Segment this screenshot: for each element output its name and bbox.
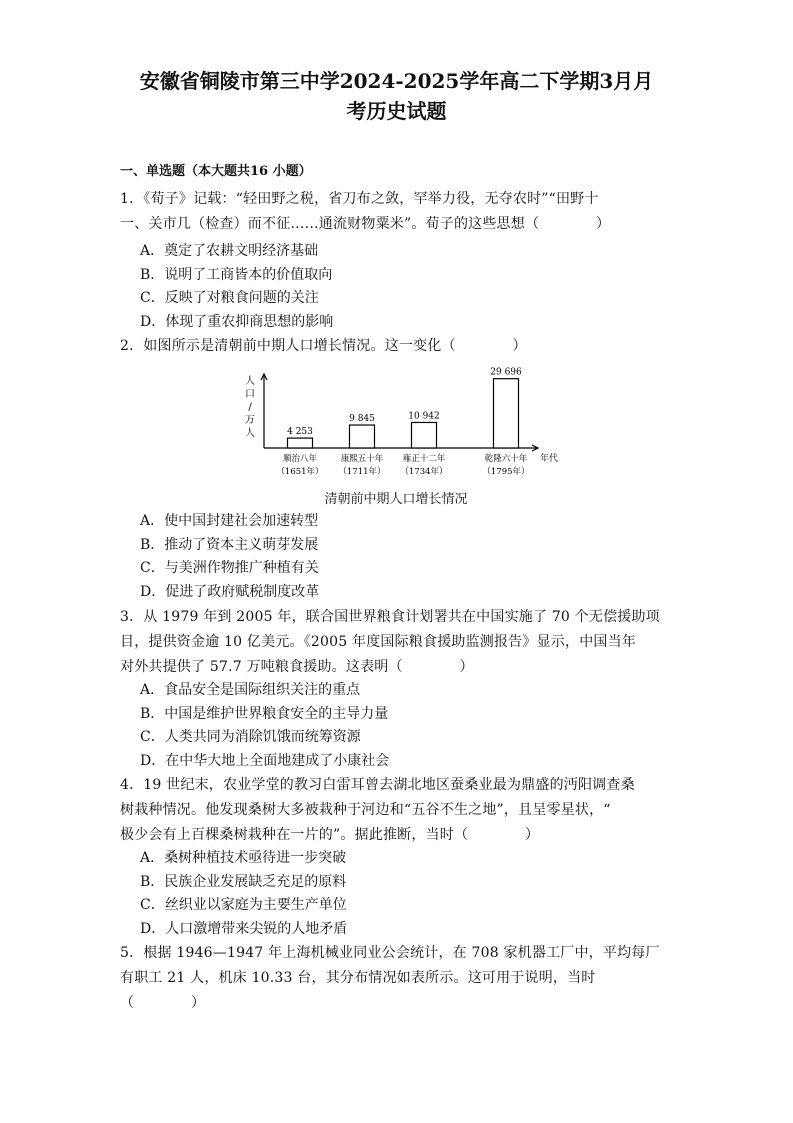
- q2-option-c[interactable]: C．与美洲作物推广种植有关: [140, 560, 319, 576]
- q3-stem: [120, 605, 675, 680]
- page-title: [60, 66, 733, 126]
- x-tick-year: （1734年）: [400, 467, 448, 477]
- x-tick-label: 康熙五十年: [340, 454, 384, 464]
- y-axis-label: 人口/万人: [245, 376, 255, 439]
- bar: [288, 438, 313, 448]
- q1-option-b[interactable]: B．说明了工商皆本的价值取向: [140, 267, 333, 283]
- q4-option-a[interactable]: A．桑树种植技术亟待进一步突破: [140, 850, 347, 866]
- q2-option-b[interactable]: B．推动了资本主义萌芽发展: [140, 537, 319, 553]
- x-tick-label: 雍正十二年: [402, 454, 446, 464]
- q3-stem-line: 对外共提供了 57.7 万吨粮食援助。这表明（ ）: [120, 659, 474, 675]
- q4-stem: [120, 773, 675, 848]
- q3-stem-line: 3．从 1979 年到 2005 年，联合国世界粮食计划署共在中国实施了 70 个无偿援助项: [120, 609, 660, 625]
- q5-stem-line: 5．根据 1946—1947 年上海机械业同业公会统计，在 708 家机器工厂中，平均每厂: [120, 945, 660, 961]
- q5-stem: [120, 941, 675, 1016]
- q4-stem-line: 树栽种情况。他发现桑树大多被栽种于河边和“五谷不生之地”，且呈零星状，“: [120, 802, 611, 818]
- x-tick-year: （1651年）: [276, 467, 324, 477]
- q4-stem-line: 4．19 世纪末，农业学堂的教习白雷耳曾去湖北地区蚕桑业最为鼎盛的沔阳调查桑: [120, 777, 635, 793]
- section-heading: 一、单选题（本大题共16 小题）: [120, 164, 312, 179]
- q3-option-d[interactable]: D．在中华大地上全面地建成了小康社会: [140, 753, 390, 769]
- bar: [412, 422, 437, 448]
- x-tick-year: （1795年）: [482, 467, 530, 477]
- q4-option-c[interactable]: C．丝织业以家庭为主要生产单位: [140, 897, 347, 913]
- q1-option-d[interactable]: D．体现了重农抑商思想的影响: [140, 314, 334, 330]
- population-bar-chart: [236, 366, 559, 506]
- title-line-1: 安徽省铜陵市第三中学2024-2025学年高二下学期3月月: [139, 69, 654, 93]
- q3-stem-line: 目，提供资金逾 10 亿美元。《2005 年度国际粮食援助监测报告》显示，中国当年: [120, 634, 636, 650]
- q4-stem-line: 极少会有上百棵桑树栽种在一片的”。据此推断，当时（ ）: [120, 827, 540, 843]
- q2-option-d[interactable]: D．促进了政府赋税制度改革: [140, 584, 320, 600]
- q3-option-c[interactable]: C．人类共同为消除饥饿而统筹资源: [140, 729, 361, 745]
- q1-stem-line: 1．《荀子》记载：“轻田野之税，省刀布之敛，罕举力役，无夺农时”“田野十: [120, 191, 599, 207]
- q1-stem-line: 一、关市几（检查）而不征……通流财物粟米”。荀子的这些思想（ ）: [120, 216, 611, 232]
- bar: [494, 379, 519, 448]
- q2-option-a[interactable]: A．使中国封建社会加速转型: [140, 513, 319, 529]
- q2-stem: [120, 334, 675, 359]
- bar: [350, 425, 375, 448]
- q5-stem-line: 有职工 21 人，机床 10.33 台，其分布情况如表所示。这可用于说明，当时: [120, 970, 596, 986]
- q1-option-a[interactable]: A．奠定了农耕文明经济基础: [140, 243, 319, 259]
- q5-stem-line: （ ）: [120, 995, 206, 1011]
- q1-stem: [120, 187, 675, 237]
- x-axis-label: 年代: [540, 454, 559, 464]
- q4-option-b[interactable]: B．民族企业发展缺乏充足的原料: [140, 874, 347, 890]
- bar-value-label: 29 696: [490, 367, 522, 378]
- bar-value-label: 10 942: [408, 411, 440, 422]
- title-line-2: 考历史试题: [346, 99, 447, 123]
- chart-title: 清朝前中期人口增长情况: [324, 492, 468, 507]
- x-tick-year: （1711年）: [338, 467, 386, 477]
- x-tick-label: 顺治八年: [282, 454, 318, 464]
- q2-stem-line: 2．如图所示是清朝前中期人口增长情况。这一变化（ ）: [120, 338, 527, 354]
- x-tick-label: 乾隆六十年: [484, 454, 528, 464]
- q3-option-a[interactable]: A．食品安全是国际组织关注的重点: [140, 682, 361, 698]
- bar-value-label: 9 845: [349, 414, 375, 425]
- q4-option-d[interactable]: D．人口激增带来尖锐的人地矛盾: [140, 921, 348, 937]
- q3-option-b[interactable]: B．中国是维护世界粮食安全的主导力量: [140, 706, 389, 722]
- q1-option-c[interactable]: C．反映了对粮食问题的关注: [140, 290, 319, 306]
- bar-value-label: 4 253: [287, 427, 313, 438]
